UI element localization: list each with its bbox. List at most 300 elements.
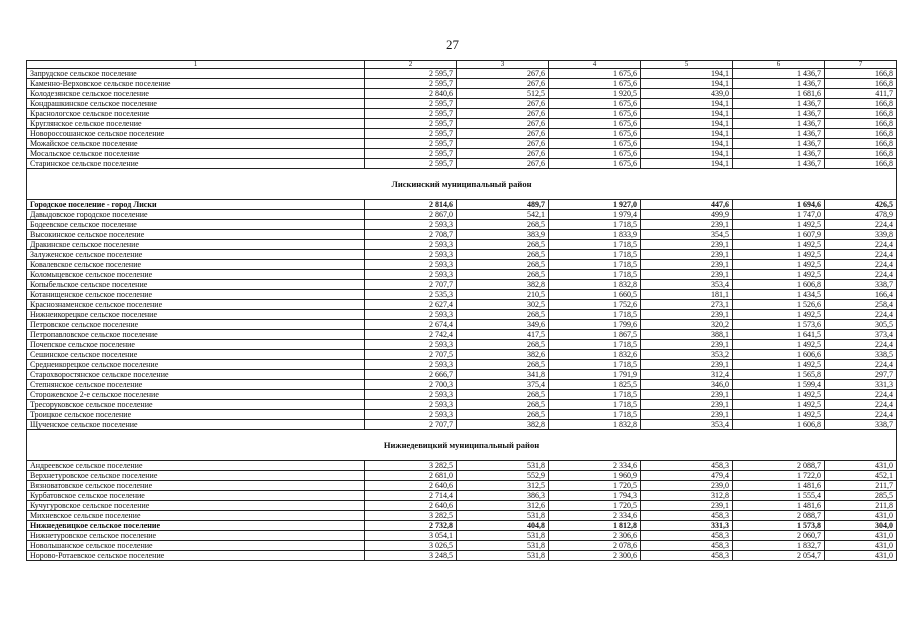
settlement-name-cell: Петровское сельское поселение (27, 320, 365, 330)
settlement-name-cell: Залуженское сельское поселение (27, 250, 365, 260)
value-cell: 383,9 (457, 230, 549, 240)
table-row (27, 400, 897, 410)
value-cell: 320,2 (641, 320, 733, 330)
value-cell: 1 675,6 (549, 99, 641, 109)
value-cell: 489,7 (457, 200, 549, 210)
value-cell: 2 595,7 (365, 149, 457, 159)
value-cell: 2 595,7 (365, 119, 457, 129)
value-cell: 2 681,0 (365, 471, 457, 481)
value-cell: 1 675,6 (549, 129, 641, 139)
district-name: Лискинский муниципальный район (27, 169, 897, 200)
value-cell: 267,6 (457, 159, 549, 169)
table-row (27, 270, 897, 280)
table-row (27, 280, 897, 290)
value-cell: 273,1 (641, 300, 733, 310)
value-cell: 194,1 (641, 119, 733, 129)
value-cell: 458,3 (641, 461, 733, 471)
value-cell: 1 718,5 (549, 260, 641, 270)
value-cell: 1 832,7 (733, 541, 825, 551)
value-cell: 2 088,7 (733, 461, 825, 471)
value-cell: 2 595,7 (365, 109, 457, 119)
value-cell: 2 535,3 (365, 290, 457, 300)
value-cell: 166,8 (825, 159, 897, 169)
value-cell: 166,8 (825, 149, 897, 159)
value-cell: 417,5 (457, 330, 549, 340)
table-row (27, 149, 897, 159)
settlement-name-cell: Нижнетуровское сельское поселение (27, 531, 365, 541)
value-cell: 1 675,6 (549, 109, 641, 119)
budget-table (26, 60, 897, 561)
value-cell: 267,6 (457, 79, 549, 89)
settlement-name-cell: Старинское сельское поселение (27, 159, 365, 169)
table-row (27, 129, 897, 139)
value-cell: 194,1 (641, 129, 733, 139)
table-row (27, 290, 897, 300)
column-header: 3 (457, 61, 549, 69)
value-cell: 194,1 (641, 149, 733, 159)
value-cell: 1 436,7 (733, 149, 825, 159)
value-cell: 2 334,6 (549, 511, 641, 521)
settlement-name-cell: Каменно-Верховское сельское поселение (27, 79, 365, 89)
value-cell: 166,8 (825, 129, 897, 139)
settlement-name-cell: Новороссошанское сельское поселение (27, 129, 365, 139)
settlement-name-cell: Нижнеикорецкое сельское поселение (27, 310, 365, 320)
column-header: 6 (733, 61, 825, 69)
value-cell: 531,8 (457, 461, 549, 471)
value-cell: 1 492,5 (733, 260, 825, 270)
value-cell: 1 867,5 (549, 330, 641, 340)
column-header: 2 (365, 61, 457, 69)
value-cell: 1 979,4 (549, 210, 641, 220)
value-cell: 2 300,6 (549, 551, 641, 561)
settlement-name-cell: Дракинское сельское поселение (27, 240, 365, 250)
settlement-name-cell: Краснознаменское сельское поселение (27, 300, 365, 310)
table-row (27, 471, 897, 481)
value-cell: 302,5 (457, 300, 549, 310)
value-cell: 1 718,5 (549, 270, 641, 280)
value-cell: 239,1 (641, 410, 733, 420)
value-cell: 239,1 (641, 390, 733, 400)
value-cell: 2 666,7 (365, 370, 457, 380)
table-row (27, 250, 897, 260)
value-cell: 2 593,3 (365, 360, 457, 370)
table-row (27, 521, 897, 531)
value-cell: 458,3 (641, 531, 733, 541)
settlement-name-cell: Тресоруковское сельское поселение (27, 400, 365, 410)
value-cell: 431,0 (825, 541, 897, 551)
settlement-name-cell: Нижнедевицкое сельское поселение (27, 521, 365, 531)
value-cell: 268,5 (457, 400, 549, 410)
value-cell: 1 694,6 (733, 200, 825, 210)
value-cell: 194,1 (641, 79, 733, 89)
value-cell: 331,3 (825, 380, 897, 390)
value-cell: 166,8 (825, 79, 897, 89)
settlement-name-cell: Верхнетуровское сельское поселение (27, 471, 365, 481)
value-cell: 1 720,5 (549, 501, 641, 511)
value-cell: 2 840,6 (365, 89, 457, 99)
table-row (27, 390, 897, 400)
table-row (27, 89, 897, 99)
value-cell: 2 595,7 (365, 79, 457, 89)
settlement-name-cell: Петропавловское сельское поселение (27, 330, 365, 340)
value-cell: 1 555,4 (733, 491, 825, 501)
value-cell: 2 707,7 (365, 420, 457, 430)
value-cell: 431,0 (825, 531, 897, 541)
value-cell: 2 595,7 (365, 99, 457, 109)
value-cell: 375,4 (457, 380, 549, 390)
value-cell: 388,1 (641, 330, 733, 340)
value-cell: 2 593,3 (365, 410, 457, 420)
settlement-name-cell: Мосальское сельское поселение (27, 149, 365, 159)
value-cell: 1 718,5 (549, 250, 641, 260)
value-cell: 2 707,5 (365, 350, 457, 360)
value-cell: 338,7 (825, 420, 897, 430)
value-cell: 1 799,6 (549, 320, 641, 330)
value-cell: 1 825,5 (549, 380, 641, 390)
value-cell: 224,4 (825, 410, 897, 420)
settlement-name-cell: Норово-Ротаевское сельское поселение (27, 551, 365, 561)
value-cell: 1 718,5 (549, 410, 641, 420)
value-cell: 239,1 (641, 270, 733, 280)
value-cell: 267,6 (457, 119, 549, 129)
value-cell: 1 675,6 (549, 139, 641, 149)
value-cell: 1 747,0 (733, 210, 825, 220)
value-cell: 346,0 (641, 380, 733, 390)
value-cell: 239,1 (641, 501, 733, 511)
value-cell: 181,1 (641, 290, 733, 300)
table-row (27, 360, 897, 370)
value-cell: 2 708,7 (365, 230, 457, 240)
value-cell: 239,1 (641, 310, 733, 320)
value-cell: 1 492,5 (733, 310, 825, 320)
value-cell: 267,6 (457, 99, 549, 109)
value-cell: 1 720,5 (549, 481, 641, 491)
value-cell: 194,1 (641, 109, 733, 119)
value-cell: 1 434,5 (733, 290, 825, 300)
table-row (27, 200, 897, 210)
value-cell: 2 714,4 (365, 491, 457, 501)
settlement-name-cell: Курбатовское сельское поселение (27, 491, 365, 501)
value-cell: 353,4 (641, 420, 733, 430)
table-row (27, 531, 897, 541)
table-row (27, 300, 897, 310)
table-row (27, 410, 897, 420)
value-cell: 1 832,8 (549, 280, 641, 290)
value-cell: 297,7 (825, 370, 897, 380)
value-cell: 2 593,3 (365, 260, 457, 270)
value-cell: 1 436,7 (733, 119, 825, 129)
value-cell: 1 718,5 (549, 240, 641, 250)
table-row (27, 230, 897, 240)
value-cell: 224,4 (825, 270, 897, 280)
district-header-row (27, 430, 897, 461)
settlement-name-cell: Вязноватовское сельское поселение (27, 481, 365, 491)
value-cell: 354,5 (641, 230, 733, 240)
table-body (27, 61, 897, 561)
value-cell: 2 593,3 (365, 240, 457, 250)
value-cell: 2 595,7 (365, 159, 457, 169)
value-cell: 1 927,0 (549, 200, 641, 210)
value-cell: 2 700,3 (365, 380, 457, 390)
value-cell: 258,4 (825, 300, 897, 310)
value-cell: 1 607,9 (733, 230, 825, 240)
value-cell: 1 752,6 (549, 300, 641, 310)
district-header-row (27, 169, 897, 200)
value-cell: 1 436,7 (733, 159, 825, 169)
value-cell: 2 593,3 (365, 390, 457, 400)
value-cell: 1 718,5 (549, 360, 641, 370)
table-row (27, 340, 897, 350)
table-row (27, 119, 897, 129)
value-cell: 2 054,7 (733, 551, 825, 561)
value-cell: 1 832,6 (549, 350, 641, 360)
value-cell: 194,1 (641, 69, 733, 79)
table-row (27, 260, 897, 270)
value-cell: 1 492,5 (733, 390, 825, 400)
value-cell: 2 593,3 (365, 270, 457, 280)
value-cell: 166,4 (825, 290, 897, 300)
value-cell: 531,8 (457, 531, 549, 541)
settlement-name-cell: Давыдовское городское поселение (27, 210, 365, 220)
table-row (27, 330, 897, 340)
value-cell: 285,5 (825, 491, 897, 501)
column-header: 1 (27, 61, 365, 69)
table-row (27, 220, 897, 230)
value-cell: 386,3 (457, 491, 549, 501)
value-cell: 1 492,5 (733, 360, 825, 370)
settlement-name-cell: Коломыцевское сельское поселение (27, 270, 365, 280)
value-cell: 1 436,7 (733, 129, 825, 139)
settlement-name-cell: Краснологское сельское поселение (27, 109, 365, 119)
value-cell: 479,4 (641, 471, 733, 481)
value-cell: 1 481,6 (733, 501, 825, 511)
value-cell: 431,0 (825, 551, 897, 561)
value-cell: 224,4 (825, 310, 897, 320)
value-cell: 2 593,3 (365, 310, 457, 320)
value-cell: 2 640,6 (365, 501, 457, 511)
value-cell: 382,8 (457, 280, 549, 290)
value-cell: 224,4 (825, 400, 897, 410)
value-cell: 531,8 (457, 551, 549, 561)
value-cell: 1 920,5 (549, 89, 641, 99)
value-cell: 1 832,8 (549, 420, 641, 430)
value-cell: 3 248,5 (365, 551, 457, 561)
value-cell: 194,1 (641, 159, 733, 169)
value-cell: 2 078,6 (549, 541, 641, 551)
value-cell: 166,8 (825, 69, 897, 79)
value-cell: 224,4 (825, 240, 897, 250)
value-cell: 2 593,3 (365, 400, 457, 410)
settlement-name-cell: Высокинское сельское поселение (27, 230, 365, 240)
table-row (27, 159, 897, 169)
value-cell: 239,1 (641, 250, 733, 260)
table-row (27, 99, 897, 109)
value-cell: 268,5 (457, 360, 549, 370)
value-cell: 239,1 (641, 340, 733, 350)
value-cell: 431,0 (825, 461, 897, 471)
settlement-name-cell: Запрудское сельское поселение (27, 69, 365, 79)
value-cell: 312,8 (641, 491, 733, 501)
settlement-name-cell: Щученское сельское поселение (27, 420, 365, 430)
settlement-name-cell: Кучугуровское сельское поселение (27, 501, 365, 511)
settlement-name-cell: Копыбельское сельское поселение (27, 280, 365, 290)
table-row (27, 541, 897, 551)
district-name: Нижнедевицкий муниципальный район (27, 430, 897, 461)
value-cell: 239,1 (641, 220, 733, 230)
table-row (27, 511, 897, 521)
value-cell: 339,8 (825, 230, 897, 240)
settlement-name-cell: Круглянское сельское поселение (27, 119, 365, 129)
table-row (27, 370, 897, 380)
value-cell: 1 606,6 (733, 350, 825, 360)
table-row (27, 350, 897, 360)
value-cell: 224,4 (825, 390, 897, 400)
value-cell: 439,0 (641, 89, 733, 99)
page-number: 27 (446, 37, 459, 52)
settlement-name-cell: Степнянское сельское поселение (27, 380, 365, 390)
value-cell: 3 282,5 (365, 511, 457, 521)
value-cell: 1 675,6 (549, 119, 641, 129)
value-cell: 268,5 (457, 260, 549, 270)
column-header: 7 (825, 61, 897, 69)
value-cell: 312,6 (457, 501, 549, 511)
value-cell: 2 732,8 (365, 521, 457, 531)
value-cell: 239,1 (641, 360, 733, 370)
value-cell: 431,0 (825, 511, 897, 521)
table-row (27, 210, 897, 220)
table-row (27, 481, 897, 491)
table-row (27, 79, 897, 89)
value-cell: 1 960,9 (549, 471, 641, 481)
value-cell: 1 492,5 (733, 250, 825, 260)
value-cell: 211,7 (825, 481, 897, 491)
value-cell: 1 660,5 (549, 290, 641, 300)
settlement-name-cell: Кондрашкинское сельское поселение (27, 99, 365, 109)
value-cell: 1 573,6 (733, 320, 825, 330)
table-row (27, 69, 897, 79)
value-cell: 268,5 (457, 270, 549, 280)
value-cell: 1 526,6 (733, 300, 825, 310)
settlement-name-cell: Новольшанское сельское поселение (27, 541, 365, 551)
value-cell: 2 593,3 (365, 340, 457, 350)
value-cell: 2 595,7 (365, 69, 457, 79)
value-cell: 1 492,5 (733, 270, 825, 280)
settlement-name-cell: Почепское сельское поселение (27, 340, 365, 350)
settlement-name-cell: Сешинское сельское поселение (27, 350, 365, 360)
settlement-name-cell: Можайское сельское поселение (27, 139, 365, 149)
table-row (27, 139, 897, 149)
value-cell: 267,6 (457, 109, 549, 119)
settlement-name-cell: Бодеевское сельское поселение (27, 220, 365, 230)
value-cell: 1 492,5 (733, 220, 825, 230)
value-cell: 1 812,8 (549, 521, 641, 531)
value-cell: 382,8 (457, 420, 549, 430)
value-cell: 2 334,6 (549, 461, 641, 471)
value-cell: 1 718,5 (549, 310, 641, 320)
value-cell: 268,5 (457, 310, 549, 320)
value-cell: 1 565,8 (733, 370, 825, 380)
value-cell: 304,0 (825, 521, 897, 531)
value-cell: 1 675,6 (549, 159, 641, 169)
value-cell: 499,9 (641, 210, 733, 220)
value-cell: 312,5 (457, 481, 549, 491)
value-cell: 1 833,9 (549, 230, 641, 240)
value-cell: 224,4 (825, 340, 897, 350)
value-cell: 1 722,0 (733, 471, 825, 481)
value-cell: 1 436,7 (733, 69, 825, 79)
settlement-name-cell: Городское поселение - город Лиски (27, 200, 365, 210)
settlement-name-cell: Колодезянское сельское поселение (27, 89, 365, 99)
value-cell: 426,5 (825, 200, 897, 210)
value-cell: 542,1 (457, 210, 549, 220)
settlement-name-cell: Андреевское сельское поселение (27, 461, 365, 471)
value-cell: 211,8 (825, 501, 897, 511)
value-cell: 2 627,4 (365, 300, 457, 310)
value-cell: 268,5 (457, 390, 549, 400)
settlement-name-cell: Сторожевское 2-е сельское поселение (27, 390, 365, 400)
value-cell: 2 867,0 (365, 210, 457, 220)
value-cell: 447,6 (641, 200, 733, 210)
value-cell: 267,6 (457, 139, 549, 149)
value-cell: 1 573,8 (733, 521, 825, 531)
value-cell: 2 306,6 (549, 531, 641, 541)
value-cell: 373,4 (825, 330, 897, 340)
table-row (27, 551, 897, 561)
value-cell: 1 492,5 (733, 400, 825, 410)
value-cell: 1 599,4 (733, 380, 825, 390)
table-row (27, 240, 897, 250)
value-cell: 531,8 (457, 511, 549, 521)
value-cell: 268,5 (457, 410, 549, 420)
table-row (27, 420, 897, 430)
value-cell: 2 088,7 (733, 511, 825, 521)
value-cell: 1 675,6 (549, 149, 641, 159)
value-cell: 338,7 (825, 280, 897, 290)
value-cell: 239,1 (641, 400, 733, 410)
value-cell: 458,3 (641, 511, 733, 521)
value-cell: 3 026,5 (365, 541, 457, 551)
value-cell: 1 791,9 (549, 370, 641, 380)
value-cell: 268,5 (457, 340, 549, 350)
value-cell: 353,2 (641, 350, 733, 360)
value-cell: 1 492,5 (733, 340, 825, 350)
value-cell: 1 436,7 (733, 139, 825, 149)
value-cell: 1 481,6 (733, 481, 825, 491)
value-cell: 3 282,5 (365, 461, 457, 471)
value-cell: 224,4 (825, 360, 897, 370)
value-cell: 2 742,4 (365, 330, 457, 340)
settlement-name-cell: Среднеикорецкое сельское поселение (27, 360, 365, 370)
value-cell: 194,1 (641, 99, 733, 109)
value-cell: 239,0 (641, 481, 733, 491)
value-cell: 267,6 (457, 129, 549, 139)
value-cell: 166,8 (825, 139, 897, 149)
table-row (27, 380, 897, 390)
value-cell: 267,6 (457, 69, 549, 79)
value-cell: 166,8 (825, 99, 897, 109)
value-cell: 382,6 (457, 350, 549, 360)
value-cell: 2 595,7 (365, 139, 457, 149)
value-cell: 1 675,6 (549, 79, 641, 89)
table-row (27, 109, 897, 119)
settlement-name-cell: Котанищенское сельское поселение (27, 290, 365, 300)
value-cell: 3 054,1 (365, 531, 457, 541)
value-cell: 404,8 (457, 521, 549, 531)
value-cell: 2 593,3 (365, 220, 457, 230)
value-cell: 458,3 (641, 541, 733, 551)
value-cell: 1 606,8 (733, 420, 825, 430)
value-cell: 267,6 (457, 149, 549, 159)
